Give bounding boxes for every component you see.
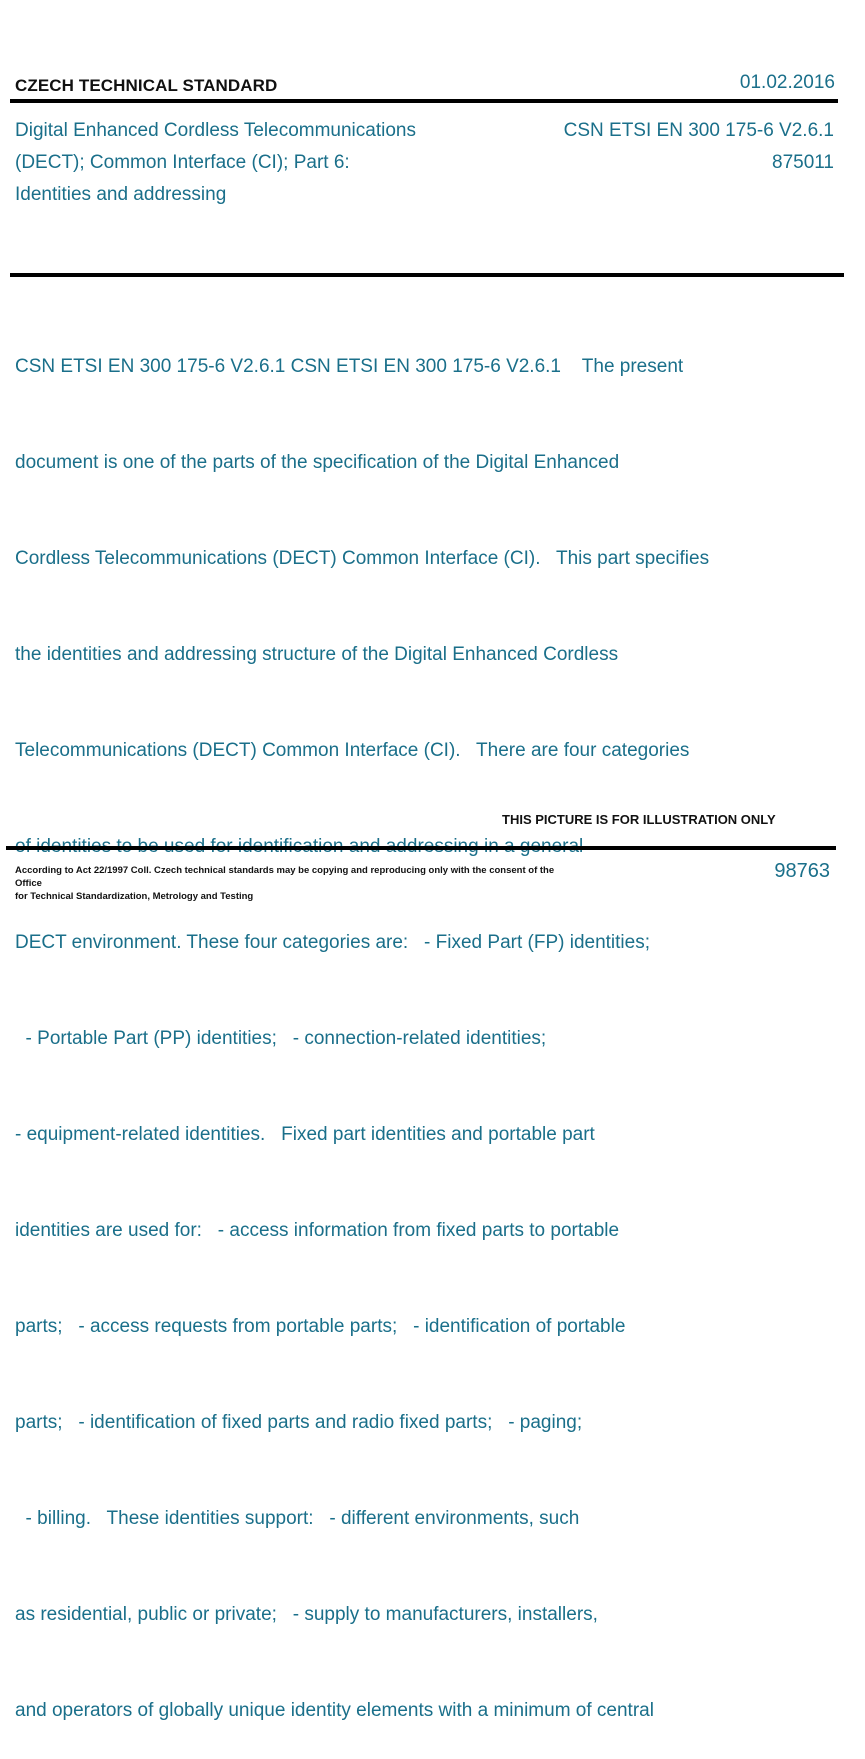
abstract-line: - equipment-related identities. Fixed part identities and portable part (15, 1124, 595, 1145)
copyright-notice (15, 864, 575, 903)
abstract-line: parts; - access requests from portable parts; - identification of portable (15, 1316, 626, 1337)
document-category: CZECH TECHNICAL STANDARD (15, 76, 278, 95)
catalog-number: 98763 (774, 860, 830, 882)
title-line: Digital Enhanced Cordless Telecommunications (15, 120, 416, 141)
abstract-line: the identities and addressing structure of the Digital Enhanced Cordless (15, 644, 619, 665)
publication-date: 01.02.2016 (739, 72, 835, 93)
standard-number: 875011 (772, 152, 834, 173)
abstract-line: and operators of globally unique identity elements with a minimum of central (15, 1700, 654, 1721)
illustration-notice: THIS PICTURE IS FOR ILLUSTRATION ONLY (502, 812, 776, 827)
abstract-line: Cordless Telecommunications (DECT) Common Interface (CI). This part specifies (15, 548, 710, 569)
copyright-line: According to Act 22/1997 Coll. Czech technical standards may be copying and reproducing only with the consent of the Office (15, 865, 555, 889)
standard-code: CSN ETSI EN 300 175-6 V2.6.1 (563, 120, 834, 141)
abstract-line: as residential, public or private; - supply to manufacturers, installers, (15, 1604, 598, 1625)
abstract-line: parts; - identification of fixed parts and radio fixed parts; - paging; (15, 1412, 583, 1433)
abstract-line: Telecommunications (DECT) Common Interface (CI). There are four categories (15, 740, 690, 761)
standard-identifier (564, 115, 834, 179)
abstract-line: - Portable Part (PP) identities; - connection-related identities; (15, 1028, 547, 1049)
abstract-line: CSN ETSI EN 300 175-6 V2.6.1 CSN ETSI EN 300 175-6 V2.6.1 The present (15, 356, 684, 377)
title-line: Identities and addressing (15, 184, 227, 205)
abstract-line: - billing. These identities support: - different environments, such (15, 1508, 580, 1529)
copyright-line: for Technical Standardization, Metrology and Testing (15, 891, 254, 902)
abstract-line: identities are used for: - access information from fixed parts to portable (15, 1220, 620, 1241)
standard-title (15, 115, 495, 211)
header-divider (10, 99, 838, 103)
title-divider (10, 273, 844, 277)
abstract-line: document is one of the parts of the specification of the Digital Enhanced (15, 452, 620, 473)
abstract-line: DECT environment. These four categories are: - Fixed Part (FP) identities; (15, 932, 650, 953)
title-line: (DECT); Common Interface (CI); Part 6: (15, 152, 350, 173)
abstract-text (15, 287, 815, 1759)
footer-divider (6, 846, 836, 850)
